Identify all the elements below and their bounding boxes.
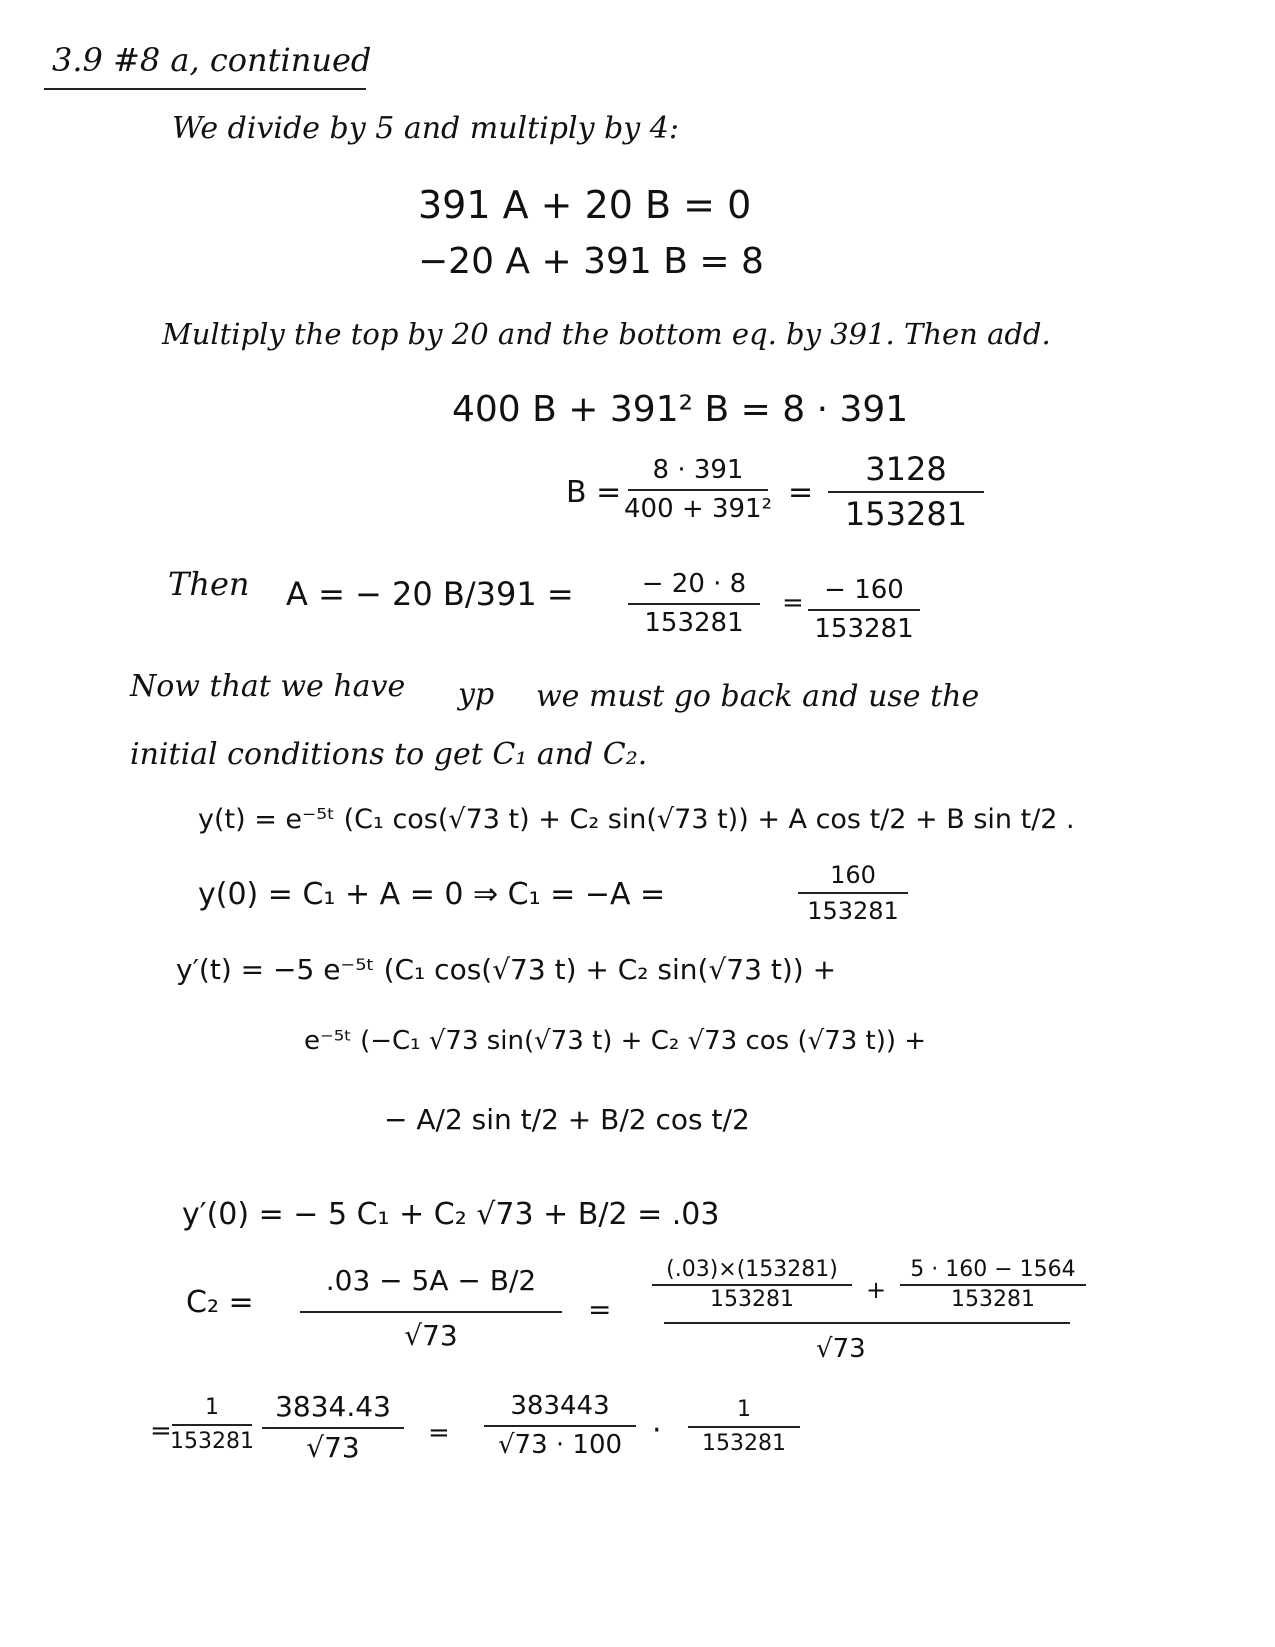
fraction-bar [484, 1425, 636, 1427]
c2-fraction-1 [300, 1266, 562, 1352]
a-fraction-2 [808, 576, 920, 643]
c2-equals: = [588, 1293, 612, 1326]
text-line-now: Now that we have [130, 669, 406, 704]
fraction-bar [900, 1284, 1086, 1286]
c2-main-fraction-den: √73 [816, 1334, 866, 1364]
last-fraction-3-num: 383443 [510, 1391, 610, 1421]
last-fraction-1-den: 153281 [170, 1429, 254, 1455]
fraction-bar [628, 489, 768, 491]
equation-1: 391 A + 20 B = 0 [418, 183, 752, 227]
last-fraction-4-den: 153281 [702, 1431, 786, 1457]
equation-3: 400 B + 391² B = 8 · 391 [452, 389, 909, 430]
last-fraction-1-num: 1 [205, 1395, 219, 1420]
c2-sub-fraction-b-den: 153281 [951, 1287, 1035, 1313]
a-fraction-2-den: 153281 [814, 613, 914, 644]
last-fraction-2 [262, 1392, 404, 1464]
c2-main-fraction-bar [664, 1322, 1070, 1324]
last-fraction-3 [484, 1392, 636, 1459]
header-underline [44, 88, 366, 90]
b-fraction-2-den: 153281 [844, 495, 968, 534]
fraction-bar [172, 1424, 252, 1426]
yp-symbol: yp [458, 677, 495, 712]
c2-sub-fraction-a-num: (.03)×(153281) [666, 1257, 838, 1282]
b-fraction-2 [828, 452, 984, 532]
a-fraction-1 [628, 570, 760, 637]
a-fraction-1-den: 153281 [644, 607, 744, 638]
fraction-bar [300, 1311, 562, 1313]
last-fraction-3-den: √73 · 100 [497, 1429, 623, 1460]
c2-fraction-1-den: √73 [404, 1318, 458, 1352]
a-fraction-2-num: − 160 [824, 575, 904, 605]
c1-fraction-den: 153281 [807, 897, 899, 926]
fraction-bar [688, 1426, 800, 1428]
fraction-bar [628, 603, 760, 605]
page-header: 3.9 #8 a, continued [52, 41, 372, 79]
b-fraction-1-den: 400 + 391² [624, 493, 772, 524]
last-equals-2: = [428, 1418, 450, 1448]
then-label: Then [168, 565, 250, 603]
b-fraction-1-num: 8 · 391 [652, 455, 744, 485]
c2-lhs: C₂ = [186, 1285, 254, 1320]
fraction-bar [652, 1284, 852, 1286]
c2-sub-fraction-b-num: 5 · 160 − 1564 [910, 1257, 1076, 1282]
y-prime-zero-equation: y′(0) = − 5 C₁ + C₂ √73 + B/2 = .03 [182, 1197, 720, 1232]
last-fraction-4-num: 1 [737, 1397, 751, 1422]
b-fraction-1 [624, 455, 772, 524]
text-line-go-back: we must go back and use the [536, 679, 980, 714]
c1-fraction [798, 862, 908, 925]
y-prime-line-2: e⁻⁵ᵗ (−C₁ √73 sin(√73 t) + C₂ √73 cos (√73 t)) + [304, 1026, 927, 1056]
b-equals: = [788, 475, 814, 510]
text-line-divide: We divide by 5 and multiply by 4: [172, 111, 679, 146]
fraction-bar [262, 1427, 404, 1429]
text-line-multiply: Multiply the top by 20 and the bottom eq. by 391. Then add. [162, 317, 1051, 351]
y-of-zero-equation: y(0) = C₁ + A = 0 ⇒ C₁ = −A = [198, 877, 666, 912]
y-prime-line-1: y′(t) = −5 e⁻⁵ᵗ (C₁ cos(√73 t) + C₂ sin(√73 t)) + [176, 953, 837, 986]
last-multiply-dot: · [652, 1413, 662, 1448]
last-equals: = [150, 1416, 172, 1446]
b-lhs: B = [566, 475, 622, 510]
last-fraction-1 [172, 1396, 252, 1454]
last-fraction-4 [688, 1398, 800, 1456]
c1-fraction-num: 160 [830, 861, 876, 889]
c2-sub-fraction-a-den: 153281 [710, 1287, 794, 1313]
y-prime-line-3: − A/2 sin t/2 + B/2 cos t/2 [384, 1103, 750, 1136]
equation-2: −20 A + 391 B = 8 [418, 241, 764, 282]
fraction-bar [808, 609, 920, 611]
y-of-t-equation: y(t) = e⁻⁵ᵗ (C₁ cos(√73 t) + C₂ sin(√73 t)) + A cos t/2 + B sin t/2 . [198, 804, 1075, 835]
text-line-initial: initial conditions to get C₁ and C₂. [130, 737, 648, 772]
a-equals: = [782, 588, 804, 618]
a-expression: A = − 20 B/391 = [286, 575, 574, 613]
last-fraction-2-num: 3834.43 [275, 1390, 391, 1423]
b-fraction-2-num: 3128 [865, 450, 947, 488]
last-fraction-2-den: √73 [306, 1430, 360, 1464]
c2-plus: + [866, 1276, 887, 1304]
a-fraction-1-num: − 20 · 8 [641, 569, 747, 599]
fraction-bar [828, 491, 984, 493]
c2-sub-fraction-b [900, 1258, 1086, 1312]
fraction-bar [798, 892, 908, 894]
c2-fraction-1-num: .03 − 5A − B/2 [325, 1264, 537, 1297]
c2-sub-fraction-a [652, 1258, 852, 1312]
